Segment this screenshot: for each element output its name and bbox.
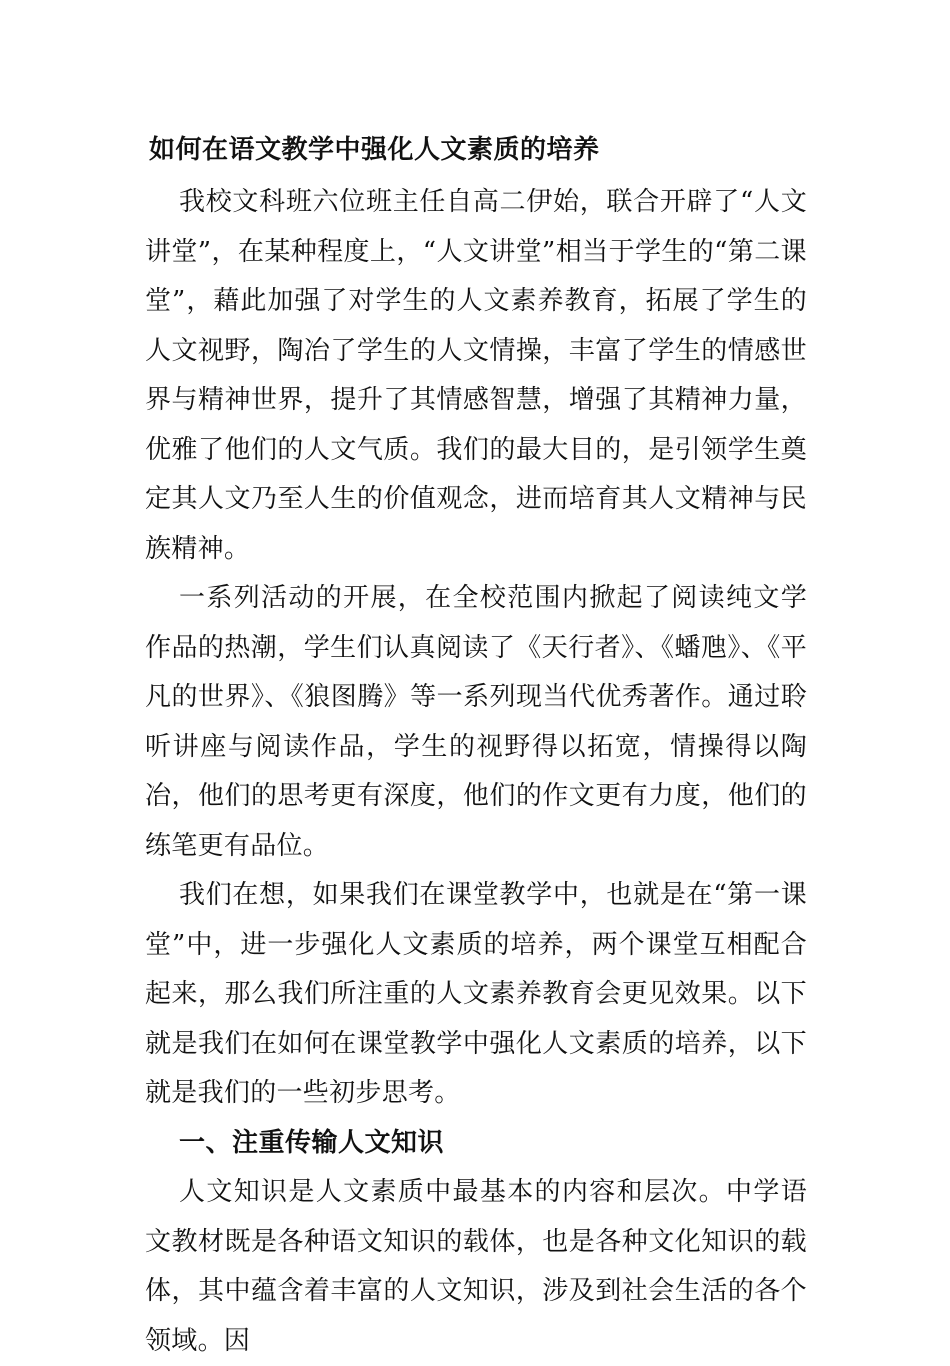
paragraph-activities: 一系列活动的开展，在全校范围内掀起了阅读纯文学作品的热潮，学生们认真阅读了《天行者》、《蟠虺》、《平凡的世界》、《狼图腾》等一系列现当代优秀著作。通过聆听讲座与阅读作品，学生的视野得以拓宽，情操得以陶冶，他们的思考更有深度，他们的作文更有力度，他们的练笔更有品位。 [145,583,807,861]
paragraph-thoughts: 我们在想，如果我们在课堂教学中，也就是在“第一课堂”中，进一步强化人文素质的培养，两个课堂互相配合起来，那么我们所注重的人文素养教育会更见效果。以下就是我们在如何在课堂教学中强化人文素质的培养，以下就是我们的一些初步思考。 [145,880,807,1108]
document-title: 如何在语文教学中强化人文素质的培养 [149,135,600,165]
document-body [145,128,807,1366]
paragraph-intro: 我校文科班六位班主任自高二伊始，联合开辟了“人文讲堂”，在某种程度上，“人文讲堂”相当于学生的“第二课堂”，藉此加强了对学生的人文素养教育，拓展了学生的人文视野，陶冶了学生的人文情操，丰富了学生的情感世界与精神世界，提升了其情感智慧，增强了其精神力量，优雅了他们的人文气质。我们的最大目的，是引领学生奠定其人文乃至人生的价值观念，进而培育其人文精神与民族精神。 [145,187,807,564]
section-paragraph: 人文知识是人文素质中最基本的内容和层次。中学语文教材既是各种语文知识的载体，也是各种文化知识的载体，其中蕴含着丰富的人文知识，涉及到社会生活的各个领域。因 [145,1177,807,1356]
section-heading: 一、注重传输人文知识 [179,1127,445,1158]
